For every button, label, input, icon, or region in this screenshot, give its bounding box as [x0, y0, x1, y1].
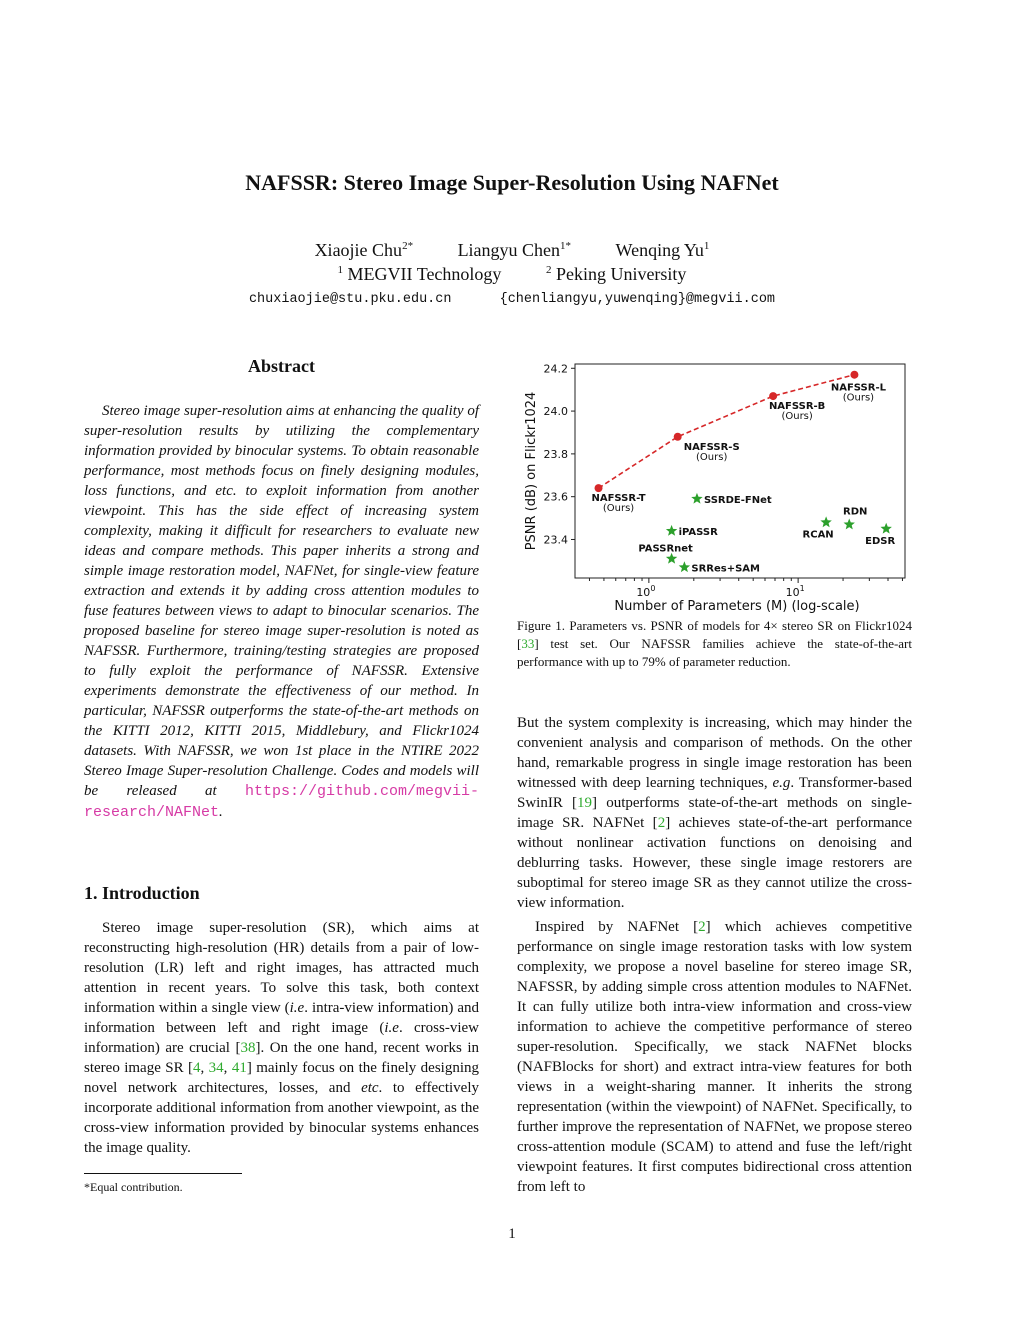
code-link[interactable]: https://github.com/megvii-research/NAFNet: [84, 783, 480, 821]
citation-link[interactable]: 4: [193, 1060, 201, 1076]
introduction-heading: 1. Introduction: [84, 883, 200, 903]
introduction-body: [84, 918, 479, 1158]
citation-link[interactable]: 33: [521, 636, 535, 651]
ours-point-note: (Ours): [781, 411, 813, 423]
ours-point-label: NAFSSR-S: [683, 441, 740, 453]
other-method-label: SRRes+SAM: [691, 563, 761, 575]
x-tick-label: $10^1$: [785, 584, 805, 599]
other-method-point: [691, 493, 702, 504]
ours-point-note: (Ours): [696, 451, 728, 463]
other-method-point: [679, 561, 690, 572]
affiliation-1: $^1$ MEGVII Technology: [337, 264, 502, 284]
other-method-point: [844, 519, 855, 530]
footnote: *Equal contribution.: [84, 1180, 183, 1194]
other-method-label: RDN: [843, 506, 868, 518]
ours-series: [591, 371, 886, 514]
page-number: 1: [508, 1226, 516, 1242]
citation-link[interactable]: 2: [698, 919, 706, 935]
y-tick-label: 23.4: [543, 533, 568, 547]
citation-link[interactable]: 38: [240, 1040, 256, 1056]
author-1: Xiaojie Chu$^{2*}$: [314, 240, 414, 260]
others-series: [638, 493, 895, 574]
x-ticks: [589, 578, 902, 599]
citation-link[interactable]: 34: [208, 1060, 224, 1076]
y-tick-label: 23.6: [543, 490, 568, 504]
y-tick-label: 23.8: [543, 447, 568, 461]
other-method-label: iPASSR: [678, 526, 718, 538]
paper-title: NAFSSR: Stereo Image Super-Resolution Using NAFNet: [245, 170, 779, 195]
introduction-body-continued: [517, 713, 912, 1197]
intro-paragraph-2: But the system complexity is increasing, which may hinder the convenient analysis and comparison of methods. On the other hand, remarkable progress in single image restoration has been witnessed with deep learning techniques, e.g. Transformer-based SwinIR [19] outperforms state-of-the-art methods on single-image SR. NAFNet [2] achieves state-of-the-art performance without nonlinear activation functions on denoising and deblurring tasks. However, these single image restorers are suboptimal for stereo image SR as they cannot utilize the cross-view information.: [517, 715, 912, 911]
author-3: Wenqing Yu$^1$: [615, 240, 710, 260]
ours-point: [850, 371, 858, 379]
y-tick-label: 24.2: [543, 362, 568, 376]
abstract-body: [84, 401, 479, 823]
abstract-text: Stereo image super-resolution aims at enhancing the quality of super-resolution results by utilizing the complementary information provided by binocular systems. To obtain reasonable performance, most methods focus on finely designing modules, loss functions, and etc. to exploit information from another viewpoint. This has the side effect of increasing system complexity, making it difficult for researchers to evaluate new ideas and compare methods. This paper inherits a strong and simple image restoration model, NAFNet, for single-view feature extraction and extends it by adding cross attention modules to fuse features between views to adapt to binocular scenarios. The proposed baseline for stereo image super-resolution is noted as NAFSSR. Furthermore, training/testing strategies are proposed to fully exploit the performance of NAFSSR. Extensive experiments demonstrate the effectiveness of our method. In particular, NAFSSR outperforms the state-of-the-art methods on the KITTI 2012, KITTI 2015, Middlebury, and Flickr1024 datasets. With NAFSSR, we won 1st place in the NTIRE 2022 Stereo Image Super-resolution Challenge. Codes and models will be released at https://github.com/megvii-research/NAFNet.: [84, 403, 480, 821]
ours-point-note: (Ours): [842, 392, 875, 404]
ours-point-label: NAFSSR-L: [830, 382, 886, 394]
intro-paragraph-1: Stereo image super-resolution (SR), which aims at reconstructing high-resolution (HR) details from a pair of low-resolution (LR) left and right images, has attracted much attention in recent years. To solve this task, both context information within a single view (i.e. intra-view information) and information between left and right image (i.e. cross-view information) are crucial [38]. On the one hand, recent works in stereo image SR [4, 34, 41] mainly focus on the finely designing novel network architectures, losses, and etc. to effectively incorporate additional information from another viewpoint, as the cross-view information provided by binocular systems enhances the image quality.: [84, 920, 480, 1156]
other-method-label: RCAN: [802, 529, 834, 541]
ours-point-label: NAFSSR-B: [768, 401, 826, 413]
ours-point: [595, 484, 603, 492]
y-tick-label: 24.0: [543, 405, 568, 419]
y-axis-label: PSNR (dB) on Flickr1024: [524, 391, 539, 551]
ours-point: [674, 433, 682, 441]
author-2: Liangyu Chen$^{1*}$: [457, 240, 572, 260]
x-tick-label: $10^0$: [636, 584, 656, 599]
email-2: {chenliangyu,yuwenqing}@megvii.com: [499, 292, 776, 307]
other-method-label: EDSR: [865, 535, 896, 547]
figure-1-caption: Figure 1. Parameters vs. PSNR of models for 4× stereo SR on Flickr1024 [33] test set. Our NAFSSR families achieve the state-of-the-art performance with up to 79% of parameter reduction.: [517, 618, 912, 669]
citation-link[interactable]: 19: [577, 795, 593, 811]
other-method-point: [666, 525, 677, 536]
abstract-heading: Abstract: [248, 356, 315, 376]
ours-point: [769, 392, 777, 400]
email-list: [0, 292, 1024, 307]
ours-point-label: NAFSSR-T: [591, 493, 646, 505]
other-method-point: [880, 523, 891, 534]
affiliation-2: $^2$ Peking University: [545, 264, 687, 284]
citation-link[interactable]: 41: [231, 1060, 247, 1076]
footnote-rule: [84, 1173, 242, 1174]
x-axis-label: Number of Parameters (M) (log-scale): [614, 599, 860, 614]
other-method-label: PASSRnet: [638, 543, 693, 555]
other-method-point: [820, 516, 831, 527]
intro-paragraph-3: Inspired by NAFNet [2] which achieves competitive performance on single image restoration tasks with low system complexity, we propose a novel baseline for stereo image SR, NAFSSR, by adding simple cross attention modules to NAFNet. It can fully utilize both intra-view information and cross-view information to achieve the competitive performance of stereo super-resolution. Specifically, we stack NAFNet blocks (NAFBlocks for short) and extract intra-view features for both views in a weight-sharing manner. It inherits the strong representation (within the viewpoint) of NAFNet. Specifically, to further improve the representation of NAFNet, we propose stereo cross-attention module (SCAM) to attend and fuse the left/right viewpoint features. It first computes bidirectional cross attention from left to: [517, 919, 912, 1195]
affiliation-list: [0, 264, 1024, 285]
citation-link[interactable]: 2: [657, 815, 666, 831]
y-ticks: [544, 362, 576, 546]
other-method-label: SSRDE-FNet: [703, 494, 772, 506]
figure-1-chart: [517, 356, 912, 618]
ours-trend-line: [599, 375, 855, 488]
author-list: [0, 240, 1024, 261]
email-1: chuxiaojie@stu.pku.edu.cn: [248, 292, 452, 307]
ours-point-note: (Ours): [602, 503, 635, 515]
